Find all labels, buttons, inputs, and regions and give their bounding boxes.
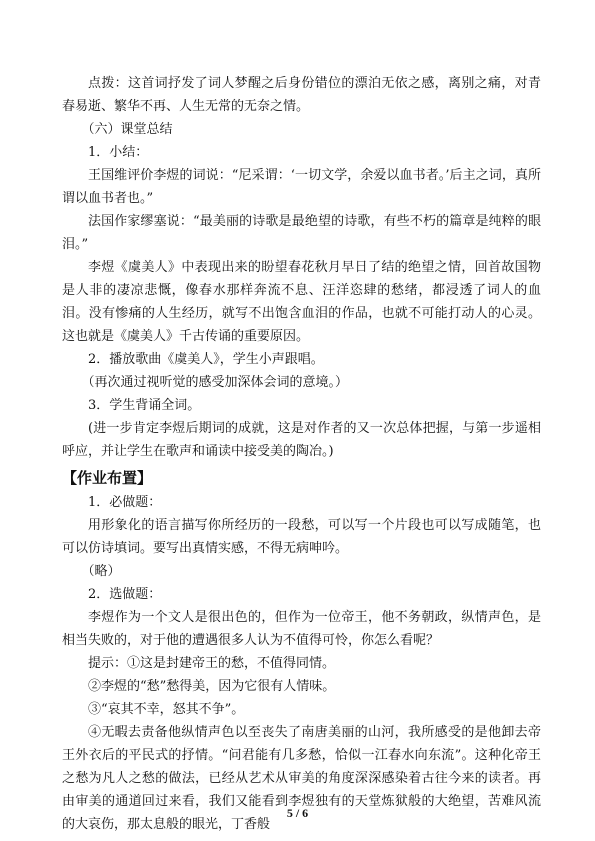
page-number: 5 / 6: [286, 806, 309, 820]
paragraph-note-recite: (进一步肯定李煜后期词的成就，这是对作者的又一次总体把握，与第一步遥相呼应，并让学生在歌声和诵读中接受美的陶冶。): [62, 421, 541, 459]
paragraph-optional-task: 李煜作为一个文人是很出色的，但作为一位帝王，他不务朝政，纵情声色，是相当失败的，对于他的遭遇很多人认为不值得可怜，你怎么看呢？: [62, 610, 541, 648]
list-item-summary: 1．小结：: [88, 145, 149, 160]
paragraph-wang-guowei: 王国维评价李煜的词说：“尼采谓：‘一切文学，余爱以血书者。’后主之词，真所谓以血书者也。”: [62, 168, 541, 206]
list-item-song: 2．播放歌曲《虞美人》，学生小声跟唱。: [88, 352, 324, 367]
paragraph-li-yu: 李煜《虞美人》中表现出来的盼望春花秋月早日了结的绝望之情，回首故国物是人非的凄凉悲慨，像春水那样奔流不息、汪洋恣肆的愁绪，都浸透了词人的血泪。没有惨痛的人生经历，就写不出饱含血泪的作品，也就不可能打动人的心灵。这也就是《虞美人》千古传诵的重要原因。: [62, 260, 541, 344]
document-body: [62, 72, 541, 836]
paragraph-omitted: （略）: [81, 564, 121, 579]
paragraph-note-song: （再次通过视听觉的感受加深体会词的意境。）: [81, 375, 349, 390]
paragraph-required-task: 用形象化的语言描写你所经历的一段愁，可以写一个片段也可以写成随笔，也可以仿诗填词。要写出真情实感，不得无病呻吟。: [62, 518, 541, 556]
list-item-optional: 2．选做题：: [88, 587, 162, 602]
section-heading-summary: （六）课堂总结: [81, 122, 173, 137]
list-item-required: 1．必做题：: [88, 495, 162, 510]
paragraph-dianbo: 点拨：这首词抒发了词人梦醒之后身份错位的漂泊无依之感，离别之痛，对青春易逝、繁华不再、人生无常的无奈之情。: [62, 76, 541, 114]
paragraph-hint-2: ②李煜的“愁”愁得美，因为它很有人情味。: [88, 679, 336, 694]
paragraph-hint-1: 提示：①这是封建帝王的愁，不值得同情。: [88, 656, 336, 671]
paragraph-hint-3: ③“哀其不幸，怒其不争”。: [88, 702, 245, 717]
paragraph-hint-4: ④无暇去责备他纵情声色以至丧失了南唐美丽的山河，我所感受的是他卸去帝王外衣后的平民式的抒情。“问君能有几多愁，恰似一江春水向东流”。这种化帝王之愁为凡人之愁的做法，已经从艺术从审美的角度深深感染着古往今来的读者。再由审美的通道回过来看，我们又能看到李煜独有的天堂炼狱般的大绝望，苦难风流的大哀伤，那太息般的眼光，丁香般: [62, 725, 541, 832]
list-item-recite: 3．学生背诵全词。: [88, 398, 201, 413]
paragraph-musset: 法国作家缪塞说：“最美丽的诗歌是最绝望的诗歌，有些不朽的篇章是纯粹的眼泪。”: [62, 214, 541, 252]
section-heading-homework: 【作业布置】: [62, 469, 153, 487]
